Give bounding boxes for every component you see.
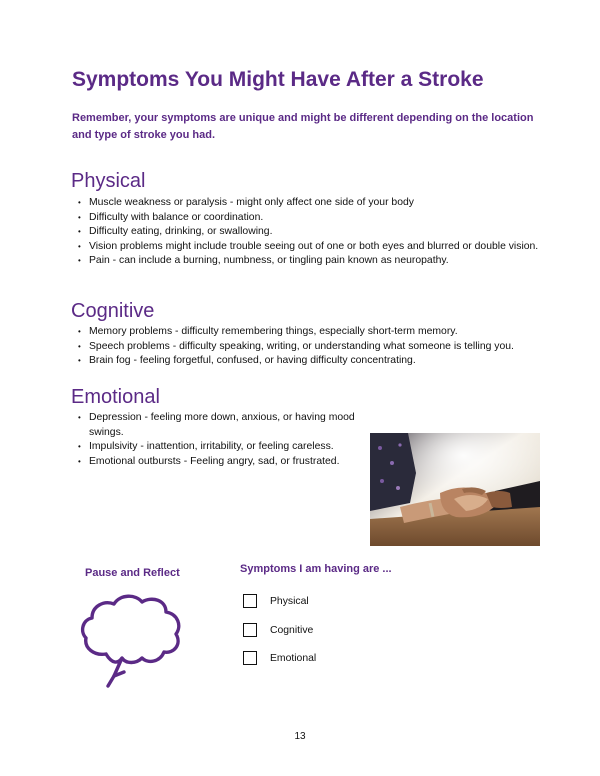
list-item: • Difficulty eating, drinking, or swallowing. bbox=[78, 225, 548, 240]
list-item: • Depression - feeling more down, anxious, or having mood swings. bbox=[78, 412, 355, 438]
list-item: • Brain fog - feeling forgetful, confused, or having difficulty concentrating. bbox=[78, 354, 548, 369]
list-item: • Muscle weakness or paralysis - might only affect one side of your body bbox=[78, 196, 548, 211]
emotional-checkbox-label: Emotional bbox=[270, 652, 317, 664]
list-item: • Vision problems might include trouble seeing out of one or both eyes and blurred or double vision. bbox=[78, 240, 548, 255]
cognitive-list bbox=[78, 325, 548, 369]
physical-checkbox-label: Physical bbox=[270, 595, 309, 607]
intro-text: Remember, your symptoms are unique and might be different depending on the location and type of stroke you had. bbox=[72, 112, 534, 141]
bullet-icon: • bbox=[78, 341, 81, 351]
list-item: • Impulsivity - inattention, irritability, or feeling careless. bbox=[78, 440, 363, 455]
cognitive-heading: Cognitive bbox=[71, 300, 155, 322]
emotional-list bbox=[78, 411, 363, 469]
emotional-heading: Emotional bbox=[71, 386, 160, 408]
bullet-icon: • bbox=[78, 442, 81, 451]
cognitive-checkbox-label: Cognitive bbox=[270, 624, 314, 636]
brain-outline-icon bbox=[78, 592, 188, 688]
bullet-icon: • bbox=[78, 356, 81, 365]
physical-list bbox=[78, 196, 548, 269]
list-item: • Difficulty with balance or coordination. bbox=[78, 211, 548, 226]
bullet-icon: • bbox=[78, 456, 81, 466]
emotional-checkbox[interactable] bbox=[243, 651, 257, 665]
page-title: Symptoms You Might Have After a Stroke bbox=[72, 68, 484, 91]
bullet-icon: • bbox=[78, 413, 81, 422]
bullet-icon: • bbox=[78, 198, 81, 207]
bullet-icon: • bbox=[78, 327, 81, 336]
bullet-icon: • bbox=[78, 212, 81, 222]
physical-heading: Physical bbox=[71, 170, 146, 192]
bullet-icon: • bbox=[78, 227, 81, 236]
pause-reflect-label: Pause and Reflect bbox=[85, 567, 180, 579]
list-item: • Speech problems - difficulty speaking, writing, or understanding what someone is telling you. bbox=[78, 340, 548, 355]
cognitive-checkbox[interactable] bbox=[243, 623, 257, 637]
list-item: • Memory problems - difficulty remembering things, especially short-term memory. bbox=[78, 325, 548, 340]
list-item: • Emotional outbursts - Feeling angry, sad, or frustrated. bbox=[78, 455, 363, 470]
list-item: • Pain - can include a burning, numbness, or tingling pain known as neuropathy. bbox=[78, 254, 548, 269]
checklist-item-cognitive[interactable] bbox=[243, 622, 313, 638]
physical-checkbox[interactable] bbox=[243, 594, 257, 608]
symptoms-checklist-label: Symptoms I am having are ... bbox=[240, 563, 392, 575]
checklist-item-physical[interactable] bbox=[243, 593, 309, 609]
bullet-icon: • bbox=[78, 256, 81, 265]
checklist-item-emotional[interactable] bbox=[243, 650, 316, 666]
page-number: 13 bbox=[294, 731, 306, 742]
holding-hands-photo bbox=[370, 433, 540, 546]
bullet-icon: • bbox=[78, 241, 81, 251]
